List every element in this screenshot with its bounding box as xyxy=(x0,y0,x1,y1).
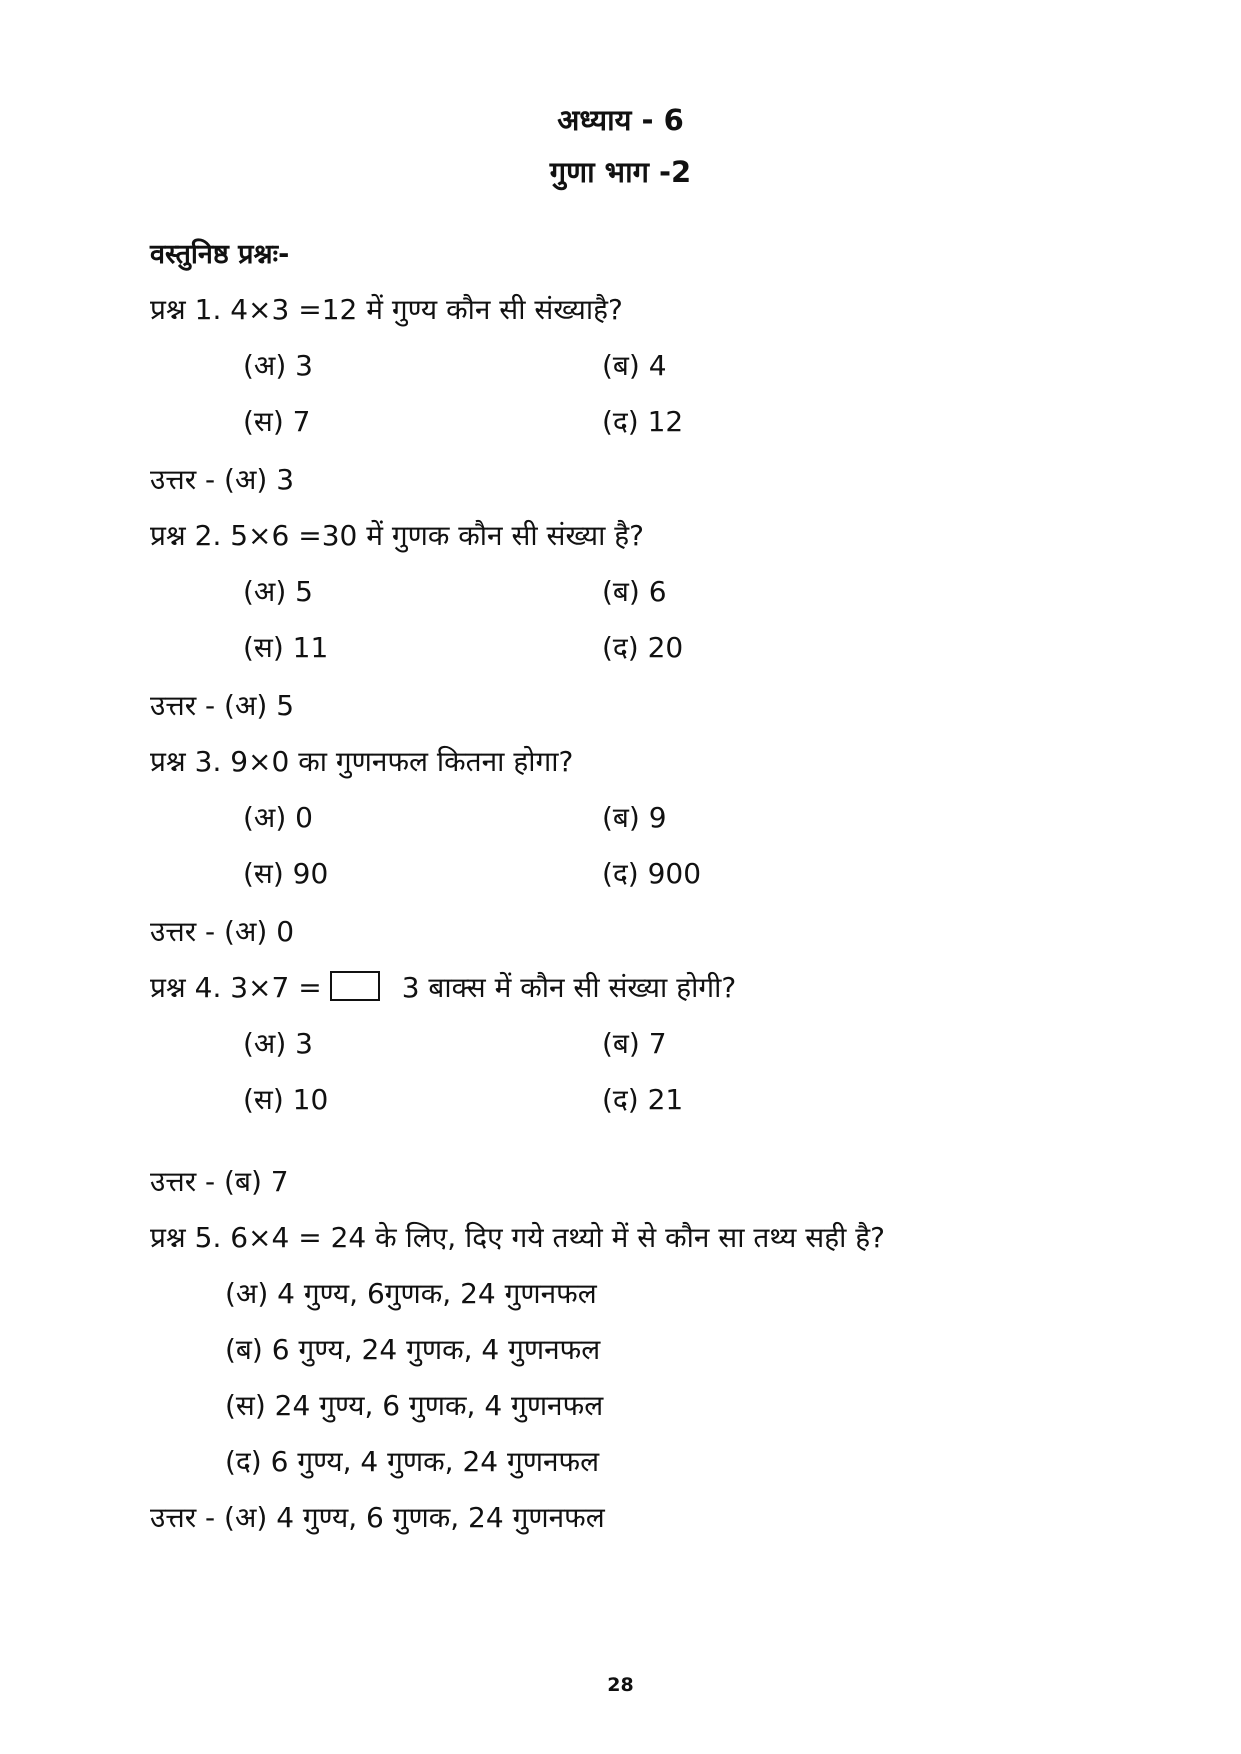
q2-option-b: (ब) 6 xyxy=(602,575,667,608)
q3-option-a: (अ) 0 xyxy=(243,801,313,834)
q3-option-c: (स) 90 xyxy=(243,857,329,890)
q1-option-c: (स) 7 xyxy=(243,405,311,438)
q4-answer: उत्तर - (ब) 7 xyxy=(150,1165,289,1198)
q1-answer: उत्तर - (अ) 3 xyxy=(150,463,295,496)
question-1: प्रश्न 1. 4×3 =12 में गुण्य कौन सी संख्याहै? xyxy=(150,293,623,326)
q4-option-b: (ब) 7 xyxy=(602,1027,667,1060)
q5-option-c: (स) 24 गुण्य, 6 गुणक, 4 गुणनफल xyxy=(225,1389,604,1422)
q3-answer: उत्तर - (अ) 0 xyxy=(150,915,295,948)
q4-option-d: (द) 21 xyxy=(602,1083,684,1116)
q4-option-c: (स) 10 xyxy=(243,1083,329,1116)
section-heading: वस्तुनिष्ठ प्रश्नः- xyxy=(150,239,290,270)
q4-option-a: (अ) 3 xyxy=(243,1027,313,1060)
q2-option-d: (द) 20 xyxy=(602,631,684,664)
question-3: प्रश्न 3. 9×0 का गुणनफल कितना होगा? xyxy=(150,745,574,778)
answer-box xyxy=(330,971,380,1001)
q5-option-a: (अ) 4 गुण्य, 6गुणक, 24 गुणनफल xyxy=(225,1277,597,1310)
question-5: प्रश्न 5. 6×4 = 24 के लिए, दिए गये तथ्यो में से कौन सा तथ्य सही है? xyxy=(150,1221,885,1254)
q5-option-d: (द) 6 गुण्य, 4 गुणक, 24 गुणनफल xyxy=(225,1445,600,1478)
question-4 xyxy=(150,968,736,1006)
q4-text-after: 3 बाक्स में कौन सी संख्या होगी? xyxy=(401,971,737,1004)
q3-option-d: (द) 900 xyxy=(602,857,702,890)
q1-option-b: (ब) 4 xyxy=(602,349,667,382)
chapter-title: गुणा भाग -2 xyxy=(549,155,692,189)
chapter-number: अध्याय - 6 xyxy=(557,103,684,137)
q1-option-a: (अ) 3 xyxy=(243,349,313,382)
q2-option-a: (अ) 5 xyxy=(243,575,313,608)
q5-option-b: (ब) 6 गुण्य, 24 गुणक, 4 गुणनफल xyxy=(225,1333,601,1366)
q2-option-c: (स) 11 xyxy=(243,631,329,664)
q4-text-before: प्रश्न 4. 3×7 = xyxy=(150,971,322,1004)
q3-option-b: (ब) 9 xyxy=(602,801,667,834)
q5-answer: उत्तर - (अ) 4 गुण्य, 6 गुणक, 24 गुणनफल xyxy=(150,1501,605,1534)
q2-answer: उत्तर - (अ) 5 xyxy=(150,689,295,722)
question-2: प्रश्न 2. 5×6 =30 में गुणक कौन सी संख्या है? xyxy=(150,519,644,552)
page-number: 28 xyxy=(607,1674,634,1696)
q1-option-d: (द) 12 xyxy=(602,405,684,438)
